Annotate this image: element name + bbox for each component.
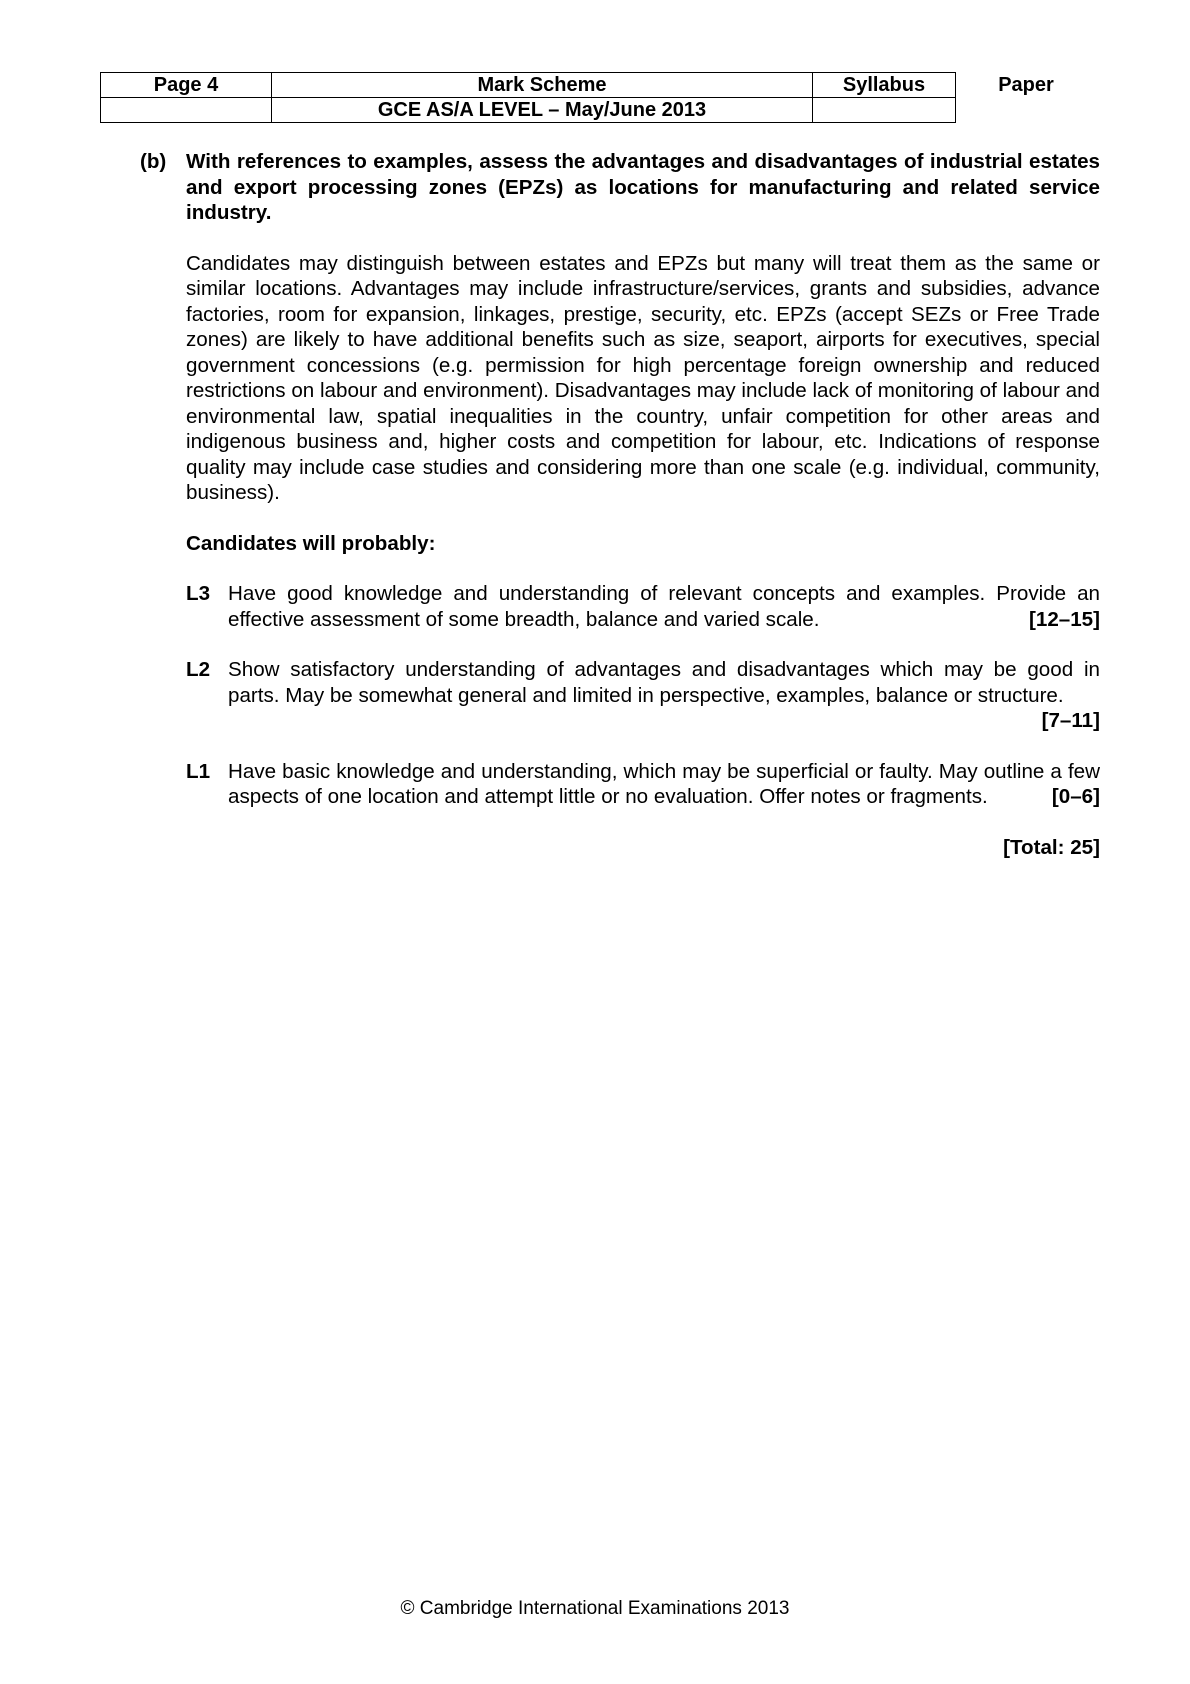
exam-session: GCE AS/A LEVEL – May/June 2013 (272, 98, 813, 123)
levels-heading: Candidates will probably: (186, 531, 436, 555)
syllabus-cell-empty (813, 98, 956, 123)
level-label: L1 (186, 759, 211, 783)
mark-scheme-content (140, 149, 1100, 860)
question-b (140, 149, 1100, 226)
level-text: Show satisfactory understanding of advantages and disadvantages which may be good in parts. May be somewhat general and limited in perspective, examples, balance or structure. (228, 658, 1100, 707)
answer-guidance (186, 251, 1100, 861)
level-descriptor (228, 581, 1100, 632)
paper-cell-empty (956, 98, 1097, 123)
question-label: (b) (140, 150, 167, 173)
level-marks: [0–6] (1051, 785, 1100, 808)
level-row-l3 (186, 581, 1100, 632)
level-row-l1 (186, 759, 1100, 810)
level-descriptor (228, 759, 1100, 810)
page-cell-empty (101, 98, 272, 123)
copyright-footer: © Cambridge International Examinations 2013 (400, 1598, 790, 1619)
level-marks: [12–15] (1029, 607, 1100, 631)
level-text: Have good knowledge and understanding of relevant concepts and examples. Provide an effective assessment of some breadth, balance and varied scale. (228, 582, 1100, 631)
level-descriptor (228, 657, 1100, 734)
page-number: Page 4 (101, 73, 272, 98)
total-marks: [Total: 25] (1003, 835, 1100, 859)
syllabus-label: Syllabus (813, 73, 956, 98)
question-text: With references to examples, assess the advantages and disadvantages of industrial estates and export processing zones (EPZs) as locations for manufacturing and related service industry. (186, 150, 1100, 224)
level-row-l2 (186, 657, 1100, 734)
guidance-paragraph: Candidates may distinguish between estates and EPZs but many will treat them as the same or similar locations. Advantages may include infrastructure/services, grants and subsidies, advance factories, room for expansion, linkages, prestige, security, etc. EPZs (accept SEZs or Free Trade zones) are likely to have additional benefits such as size, seaport, airports for executives, special government concessions (e.g. permission for high percentage foreign ownership and reduced restrictions on labour and environment). Disadvantages may include lack of monitoring of labour and environmental law, spatial inequalities in the country, unfair competition for other areas and indigenous business and, higher costs and competition for labour, etc. Indications of response quality may include case studies and considering more than one scale (e.g. individual, community, business). (186, 251, 1100, 504)
level-label: L2 (186, 658, 211, 681)
level-marks: [7–11] (1041, 709, 1100, 732)
document-title: Mark Scheme (272, 73, 813, 98)
level-label: L3 (186, 582, 211, 605)
header-table (100, 72, 1097, 123)
level-text: Have basic knowledge and understanding, which may be superficial or faulty. May outline a few aspects of one location and attempt little or no evaluation. Offer notes or fragments. (228, 759, 1100, 808)
paper-label: Paper (998, 74, 1054, 96)
